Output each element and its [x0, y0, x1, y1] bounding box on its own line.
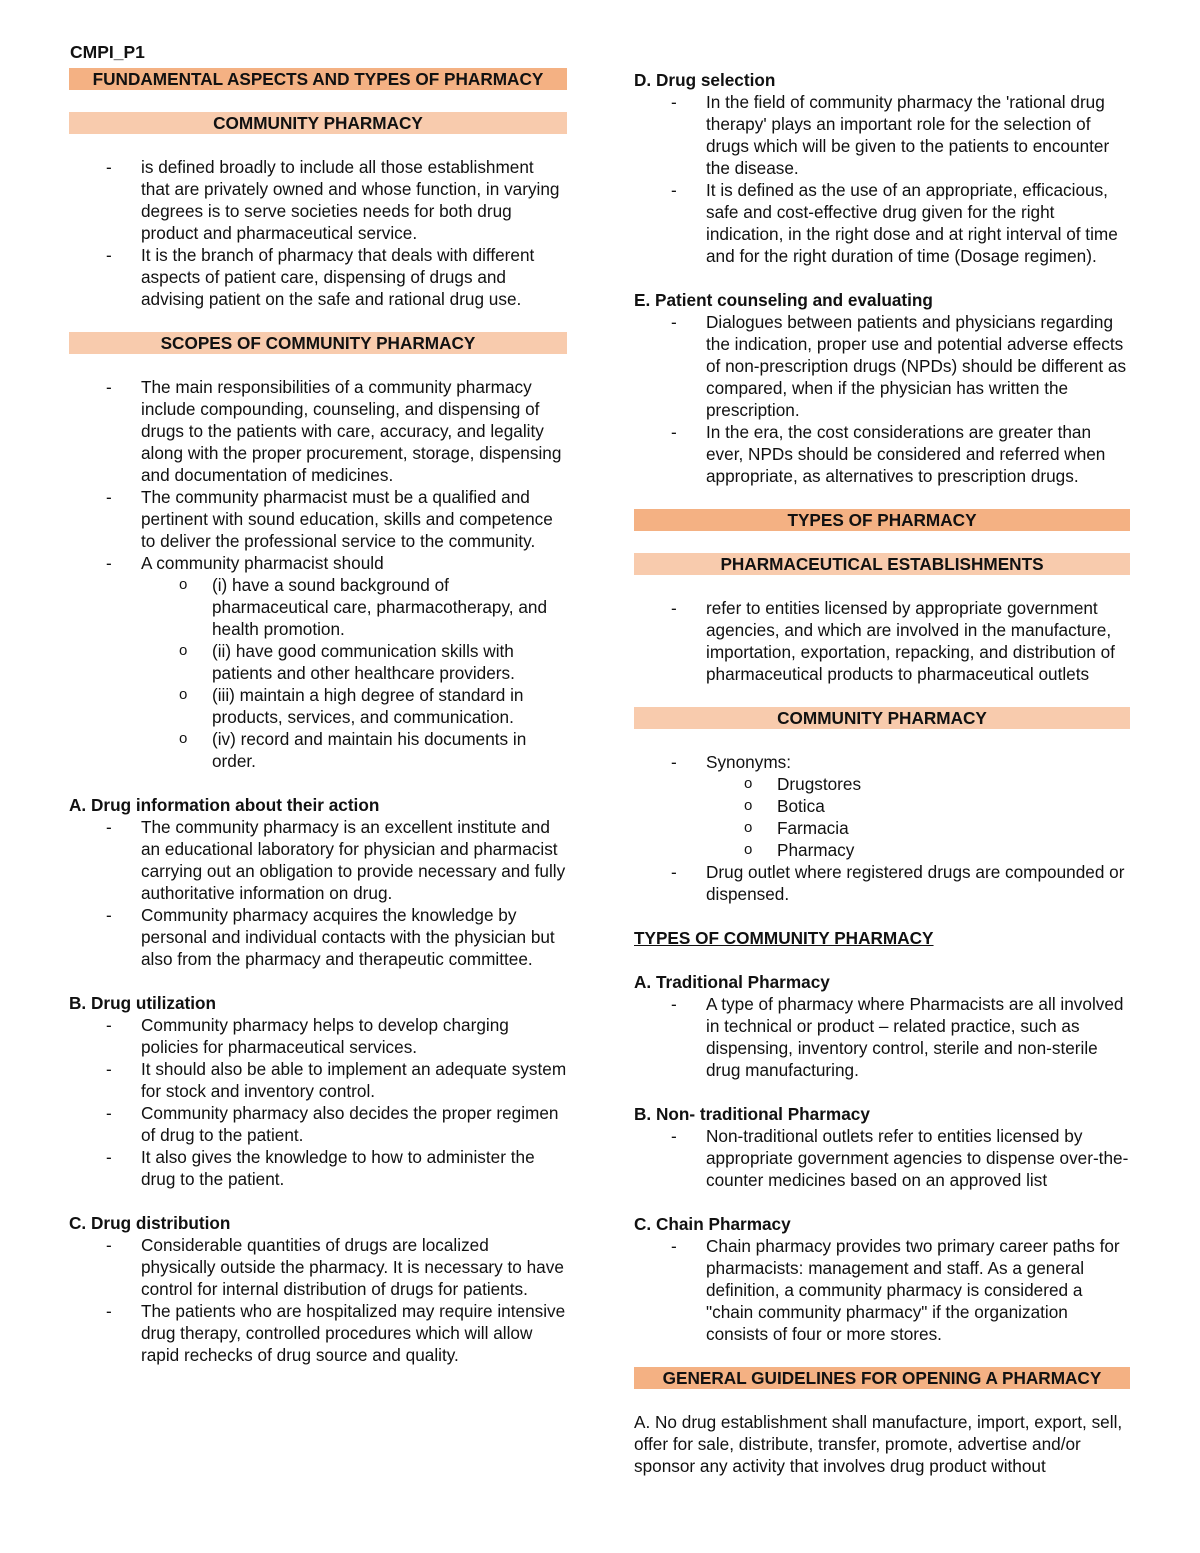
dash-marker: - — [671, 862, 677, 882]
dash-marker: - — [671, 180, 677, 200]
dash-marker: - — [106, 1235, 112, 1255]
community-definition-list — [69, 156, 567, 310]
section-b-list — [69, 1014, 567, 1190]
dash-marker: - — [671, 1126, 677, 1146]
guidelines-paragraph: A. No drug establishment shall manufacture, import, export, sell, offer for sale, distribute, transfer, promote, advertise and/or sponsor any activity that involves drug product without — [634, 1412, 1123, 1476]
list-item: - The main responsibilities of a community pharmacy include compounding, counseling, and dispensing of drugs to the patients with care, accuracy, and legality along with the proper procurement, storage, dispensing and documentation of medicines. — [106, 377, 562, 485]
dash-marker: - — [671, 752, 677, 772]
non-traditional-list — [634, 1125, 1130, 1191]
list-item: - It is defined as the use of an appropriate, efficacious, safe and cost-effective drug given for the right indication, in the right dose and at right interval of time and for the right duration of time (Dosage regimen). — [671, 180, 1118, 266]
types-of-pharmacy-heading: TYPES OF PHARMACY — [634, 509, 1130, 531]
section-a-heading: A. Drug information about their action — [69, 795, 380, 815]
list-item: - Community pharmacy acquires the knowledge by personal and individual contacts with the physician but also from the pharmacy and therapeutic committee. — [106, 905, 555, 969]
sub-list-item: o Farmacia — [744, 818, 849, 838]
section-e-heading: E. Patient counseling and evaluating — [634, 290, 933, 310]
section-c-heading: C. Drug distribution — [69, 1213, 231, 1233]
circle-bullet-icon: o — [744, 797, 753, 814]
dash-marker: - — [106, 1059, 112, 1079]
dash-marker: - — [106, 1301, 112, 1321]
circle-bullet-icon: o — [744, 841, 753, 858]
circle-bullet-icon: o — [744, 819, 753, 836]
dash-marker: - — [106, 245, 112, 265]
sub-list-item: o Drugstores — [744, 774, 862, 794]
pharmacist-should-list — [141, 574, 567, 772]
traditional-heading: A. Traditional Pharmacy — [634, 972, 830, 992]
sub-list-item: o (iv) record and maintain his documents in order. — [179, 729, 527, 771]
dash-marker: - — [671, 422, 677, 442]
list-item: - Dialogues between patients and physicians regarding the indication, proper use and potential adverse effects of non-prescription drugs (NPDs) should be different as compared, when if the physician has written the prescription. — [671, 312, 1127, 420]
circle-bullet-icon: o — [179, 730, 188, 747]
list-item: - Synonyms: o Drugstores o Botica o Farmacia o Pharmacy — [634, 751, 1130, 861]
sub-list-item: o (ii) have good communication skills with patients and other healthcare providers. — [179, 641, 515, 683]
circle-bullet-icon: o — [179, 686, 188, 703]
list-item: - The patients who are hospitalized may require intensive drug therapy, controlled procedures which will allow rapid rechecks of drug source and quality. — [106, 1301, 566, 1365]
section-a-list — [69, 816, 567, 970]
dash-marker: - — [106, 817, 112, 837]
dash-marker: - — [106, 1015, 112, 1035]
community-pharmacy-heading: COMMUNITY PHARMACY — [69, 112, 567, 134]
chain-heading: C. Chain Pharmacy — [634, 1214, 791, 1234]
dash-marker: - — [671, 994, 677, 1014]
establishments-list — [634, 597, 1130, 685]
list-item: - Community pharmacy also decides the proper regimen of drug to the patient. — [106, 1103, 559, 1145]
community-pharmacy-heading-right: COMMUNITY PHARMACY — [634, 707, 1130, 729]
sub-list-item: o Pharmacy — [744, 840, 855, 860]
document-title: FUNDAMENTAL ASPECTS AND TYPES OF PHARMACY — [69, 68, 567, 90]
list-item: - It should also be able to implement an adequate system for stock and inventory control. — [106, 1059, 567, 1101]
list-item: - is defined broadly to include all those establishment that are privately owned and whose function, in varying degrees is to serve societies needs for both drug product and pharmaceutical service. — [106, 157, 560, 243]
scopes-heading: SCOPES OF COMMUNITY PHARMACY — [69, 332, 567, 354]
circle-bullet-icon: o — [179, 576, 188, 593]
list-item: - Community pharmacy helps to develop charging policies for pharmaceutical services. — [106, 1015, 509, 1057]
sub-list-item: o Botica — [744, 796, 825, 816]
section-d-list — [634, 91, 1130, 267]
scopes-list — [69, 376, 567, 772]
list-item: - The community pharmacy is an excellent institute and an educational laboratory for physician and pharmacist carrying out an obligation to provide necessary and fully authoritative information on drug. — [106, 817, 566, 903]
list-item: - A community pharmacist should o (i) have a sound background of pharmaceutical care, pharmacotherapy, and health promotion. o (ii) have good communication skills with patients and other healthcare providers. o (iii) maintain a high degree of standard in products, services, and communication. o (iv) record and maintain his documents in order. — [69, 552, 567, 772]
section-e-list — [634, 311, 1130, 487]
list-item: - It is the branch of pharmacy that deals with different aspects of patient care, dispensing of drugs and advising patient on the safe and rational drug use. — [106, 245, 535, 309]
dash-marker: - — [106, 1103, 112, 1123]
dash-marker: - — [671, 92, 677, 112]
dash-marker: - — [671, 598, 677, 618]
dash-marker: - — [106, 157, 112, 177]
non-traditional-heading: B. Non- traditional Pharmacy — [634, 1104, 870, 1124]
synonyms-list — [706, 773, 1130, 861]
list-item: - Chain pharmacy provides two primary career paths for pharmacists: management and staff. As a general definition, a community pharmacy is considered a "chain community pharmacy" if the organization consists of four or more stores. — [671, 1236, 1120, 1344]
list-item: - It also gives the knowledge to how to administer the drug to the patient. — [106, 1147, 535, 1189]
guidelines-heading: GENERAL GUIDELINES FOR OPENING A PHARMACY — [634, 1367, 1130, 1389]
dash-marker: - — [106, 1147, 112, 1167]
list-item: - A type of pharmacy where Pharmacists are all involved in technical or product – related practice, such as dispensing, inventory control, sterile and non-sterile drug manufacturing. — [671, 994, 1124, 1080]
dash-marker: - — [671, 1236, 677, 1256]
traditional-list — [634, 993, 1130, 1081]
chain-list — [634, 1235, 1130, 1345]
section-c-list — [69, 1234, 567, 1366]
section-d-heading: D. Drug selection — [634, 70, 776, 90]
left-column — [69, 68, 567, 1366]
types-of-community-heading: TYPES OF COMMUNITY PHARMACY — [634, 928, 934, 948]
list-item: - In the era, the cost considerations are greater than ever, NPDs should be considered and referred when appropriate, as alternatives to prescription drugs. — [671, 422, 1106, 486]
list-item: - refer to entities licensed by appropriate government agencies, and which are involved in the manufacture, importation, exportation, repacking, and distribution of pharmaceutical products to pharmaceutical outlets — [671, 598, 1115, 684]
dash-marker: - — [106, 905, 112, 925]
dash-marker: - — [106, 553, 112, 573]
sub-list-item: o (i) have a sound background of pharmaceutical care, pharmacotherapy, and health promotion. — [179, 575, 548, 639]
page-code: CMPI_P1 — [70, 42, 145, 62]
sub-list-item: o (iii) maintain a high degree of standard in products, services, and communication. — [179, 685, 524, 727]
list-item: - Non-traditional outlets refer to entities licensed by appropriate government agencies to dispense over-the-counter medicines based on an approved list — [671, 1126, 1129, 1190]
list-item: - In the field of community pharmacy the 'rational drug therapy' plays an important role for the selection of drugs which will be given to the patients to encounter the disease. — [671, 92, 1110, 178]
dash-marker: - — [106, 377, 112, 397]
list-item: - Considerable quantities of drugs are localized physically outside the pharmacy. It is necessary to have control for internal distribution of drugs for patients. — [106, 1235, 564, 1299]
list-item: - The community pharmacist must be a qualified and pertinent with sound education, skills and competence to deliver the professional service to the community. — [106, 487, 553, 551]
establishments-heading: PHARMACEUTICAL ESTABLISHMENTS — [634, 553, 1130, 575]
community-pharmacy-list — [634, 751, 1130, 905]
dash-marker: - — [671, 312, 677, 332]
circle-bullet-icon: o — [744, 775, 753, 792]
circle-bullet-icon: o — [179, 642, 188, 659]
right-column — [634, 69, 1130, 1477]
list-item: - Drug outlet where registered drugs are compounded or dispensed. — [671, 862, 1125, 904]
section-b-heading: B. Drug utilization — [69, 993, 217, 1013]
dash-marker: - — [106, 487, 112, 507]
